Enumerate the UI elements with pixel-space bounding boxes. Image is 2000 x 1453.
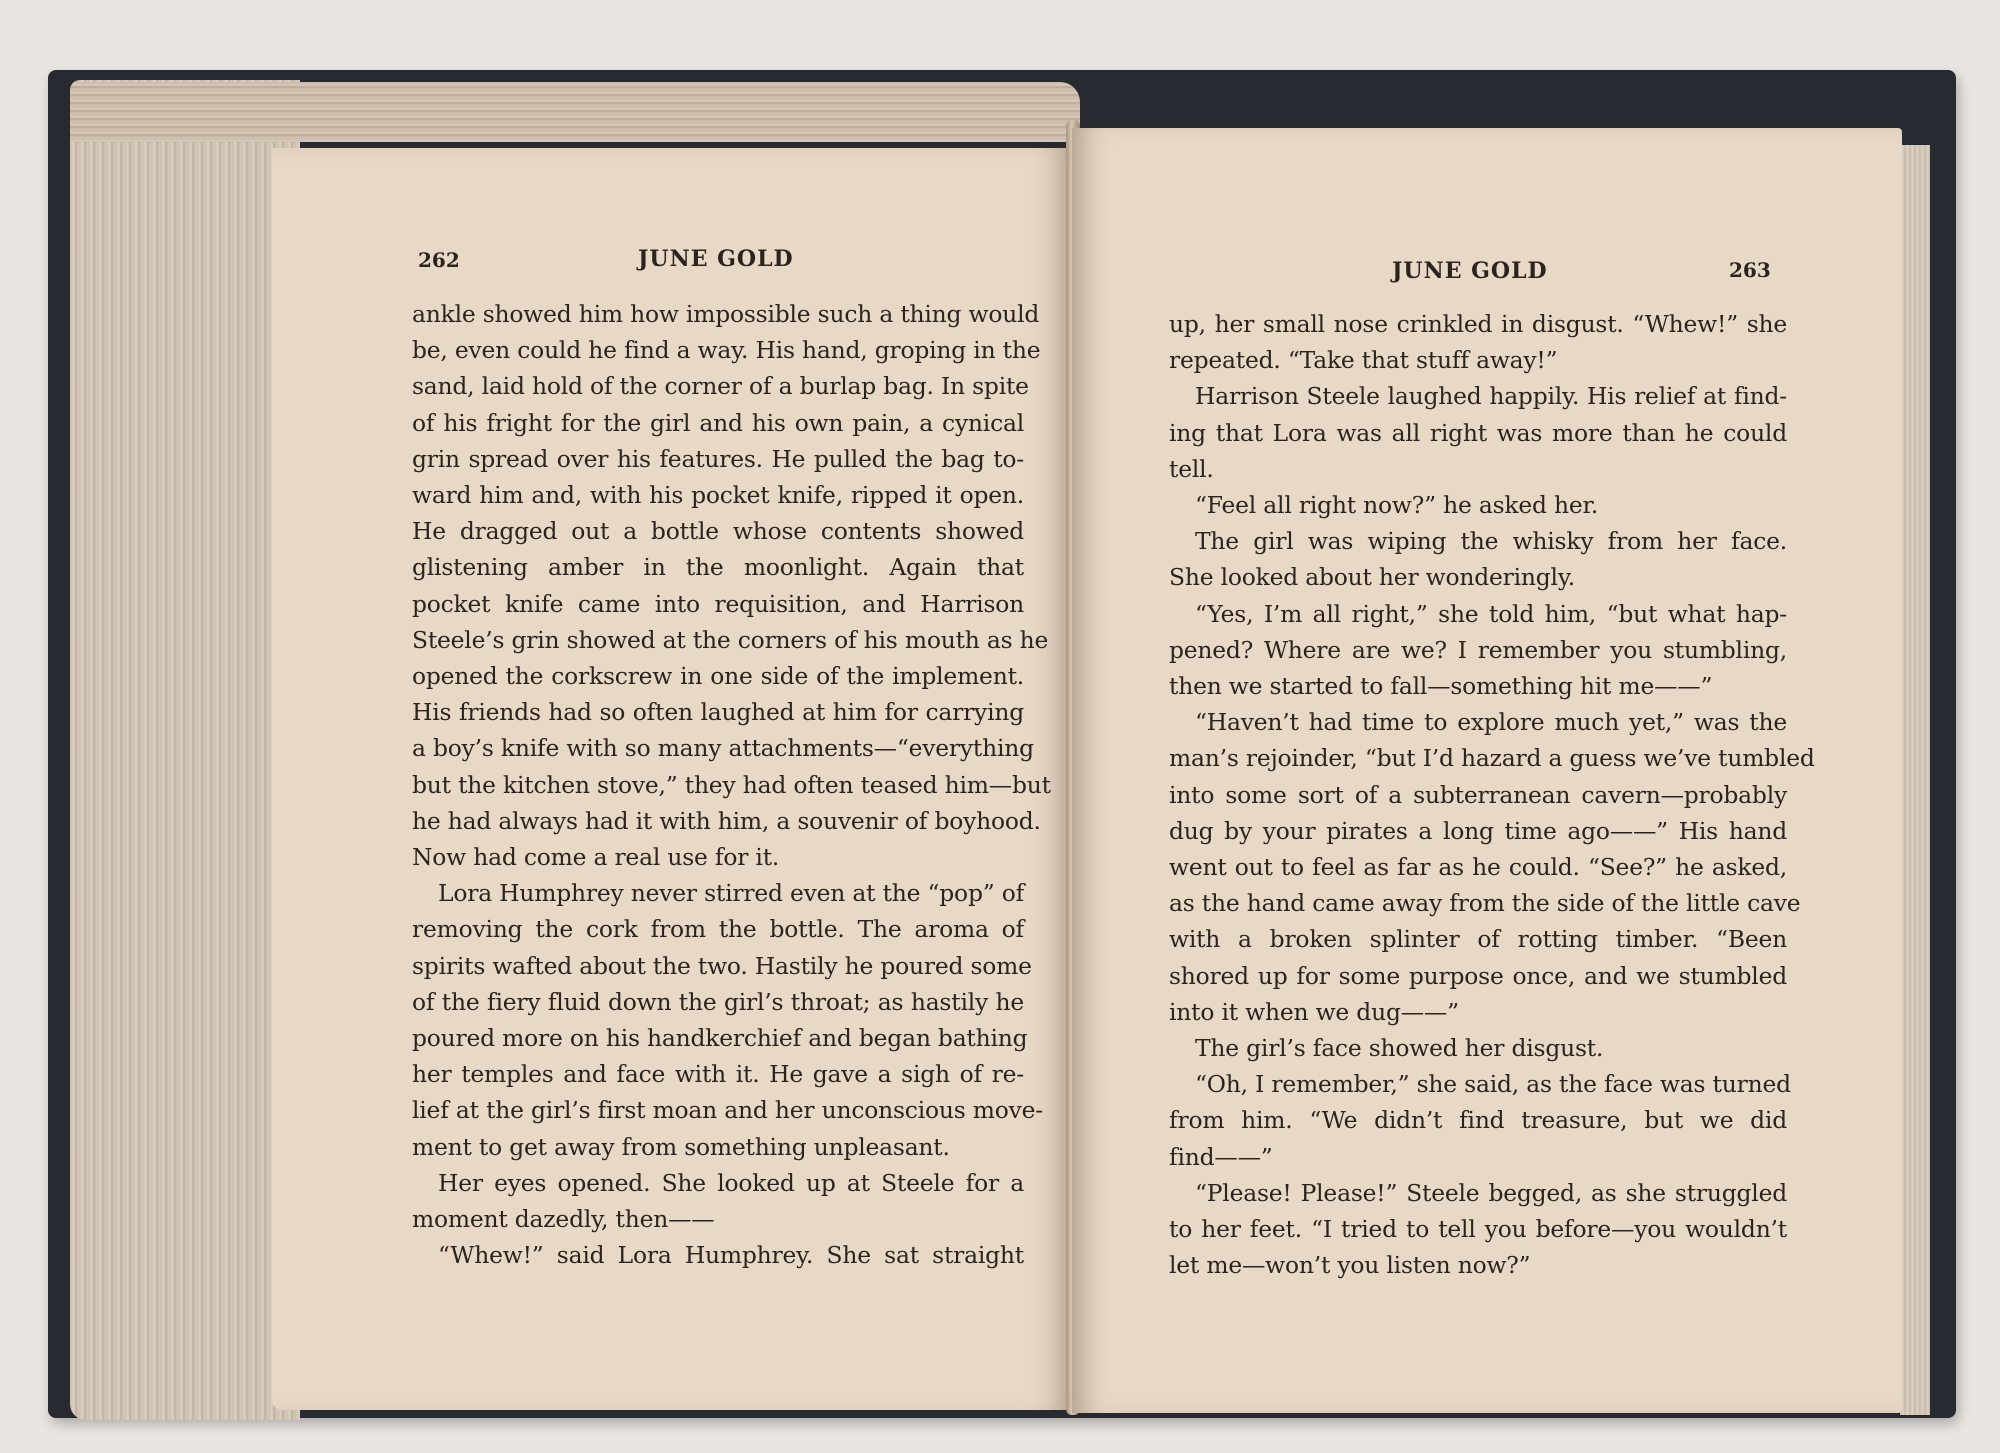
- text-line: to her feet. “I tried to tell you before—you wouldn’t: [1169, 1215, 1787, 1244]
- text-line: opened the corkscrew in one side of the implement.: [412, 662, 1024, 691]
- text-line: of his fright for the girl and his own pain, a cynical: [412, 408, 1024, 437]
- text-line: find——”: [1169, 1142, 1273, 1171]
- right-page: [1072, 128, 1902, 1413]
- text-line: pocket knife came into requisition, and Harrison: [412, 589, 1024, 618]
- text-line: sand, laid hold of the corner of a burlap bag. In spite: [412, 372, 1029, 401]
- text-line: Her eyes opened. She looked up at Steele for a: [438, 1168, 1024, 1197]
- text-line: glistening amber in the moonlight. Again that: [412, 553, 1024, 582]
- text-line: “Haven’t had time to explore much yet,” was the: [1195, 708, 1787, 737]
- text-line: ment to get away from something unpleasant.: [412, 1132, 950, 1161]
- page-edges-top: [70, 82, 1080, 142]
- left-page: [272, 148, 1072, 1410]
- text-line: into it when we dug——”: [1169, 997, 1459, 1026]
- page-edges-right: [1900, 145, 1930, 1415]
- page-edges-left: [70, 80, 300, 1420]
- text-line: moment dazedly, then——: [412, 1205, 715, 1234]
- running-title: JUNE GOLD: [1392, 258, 1548, 284]
- text-line: then we started to fall—something hit me——”: [1169, 672, 1713, 701]
- text-line: her temples and face with it. He gave a sigh of re-: [412, 1060, 1024, 1089]
- text-line: removing the cork from the bottle. The aroma of: [412, 915, 1024, 944]
- text-line: pened? Where are we? I remember you stumbling,: [1169, 635, 1787, 664]
- text-line: Harrison Steele laughed happily. His relief at find-: [1195, 382, 1787, 411]
- text-line: as the hand came away from the side of the little cave: [1169, 889, 1801, 918]
- text-line: with a broken splinter of rotting timber. “Been: [1169, 925, 1787, 954]
- text-line: let me—won’t you listen now?”: [1169, 1251, 1531, 1280]
- text-line: The girl was wiping the whisky from her face.: [1195, 527, 1787, 556]
- text-line: he had always had it with him, a souvenir of boyhood.: [412, 806, 1041, 835]
- text-line: spirits wafted about the two. Hastily he poured some: [412, 951, 1032, 980]
- text-line: He dragged out a bottle whose contents showed: [412, 517, 1024, 546]
- text-line: man’s rejoinder, “but I’d hazard a guess we’ve tumbled: [1169, 744, 1815, 773]
- text-line: Lora Humphrey never stirred even at the “pop” of: [438, 879, 1025, 908]
- text-line: into some sort of a subterranean cavern—probably: [1169, 780, 1787, 809]
- text-line: poured more on his handkerchief and began bathing: [412, 1024, 1028, 1053]
- text-line: but the kitchen stove,” they had often teased him—but: [412, 770, 1051, 799]
- body-text: [1169, 306, 1815, 1283]
- text-line: ward him and, with his pocket knife, ripped it open.: [412, 481, 1024, 510]
- text-line: repeated. “Take that stuff away!”: [1169, 346, 1558, 375]
- text-line: lief at the girl’s first moan and her unconscious move-: [412, 1096, 1043, 1125]
- text-line: of the fiery fluid down the girl’s throat; as hastily he: [412, 987, 1024, 1016]
- text-line: tell.: [1169, 454, 1214, 483]
- text-line: “Yes, I’m all right,” she told him, “but what hap-: [1195, 599, 1787, 628]
- text-line: from him. “We didn’t find treasure, but we did: [1169, 1106, 1787, 1135]
- text-line: “Feel all right now?” he asked her.: [1195, 491, 1599, 520]
- text-line: His friends had so often laughed at him for carrying: [412, 698, 1024, 727]
- text-line: The girl’s face showed her disgust.: [1195, 1034, 1604, 1063]
- text-line: Now had come a real use for it.: [412, 843, 780, 872]
- text-line: grin spread over his features. He pulled the bag to-: [412, 444, 1024, 473]
- page-number: 263: [1729, 258, 1771, 282]
- text-line: She looked about her wonderingly.: [1169, 563, 1575, 592]
- text-line: Steele’s grin showed at the corners of his mouth as he: [412, 625, 1049, 654]
- page-number: 262: [418, 248, 460, 272]
- text-line: be, even could he find a way. His hand, groping in the: [412, 336, 1041, 365]
- text-line: went out to feel as far as he could. “See?” he asked,: [1169, 853, 1787, 882]
- text-line: up, her small nose crinkled in disgust. “Whew!” she: [1169, 310, 1787, 338]
- text-line: “Please! Please!” Steele begged, as she struggled: [1195, 1178, 1787, 1207]
- body-text: [412, 296, 1051, 1273]
- text-line: ankle showed him how impossible such a thing would: [412, 300, 1040, 328]
- text-line: a boy’s knife with so many attachments—“everything: [412, 734, 1034, 763]
- text-line: shored up for some purpose once, and we stumbled: [1169, 961, 1787, 990]
- running-title: JUNE GOLD: [638, 246, 794, 272]
- text-line: ing that Lora was all right was more than he could: [1169, 418, 1787, 447]
- text-line: “Oh, I remember,” she said, as the face was turned: [1195, 1070, 1791, 1099]
- text-line: “Whew!” said Lora Humphrey. She sat straight: [438, 1241, 1024, 1270]
- text-line: dug by your pirates a long time ago——” His hand: [1169, 816, 1787, 845]
